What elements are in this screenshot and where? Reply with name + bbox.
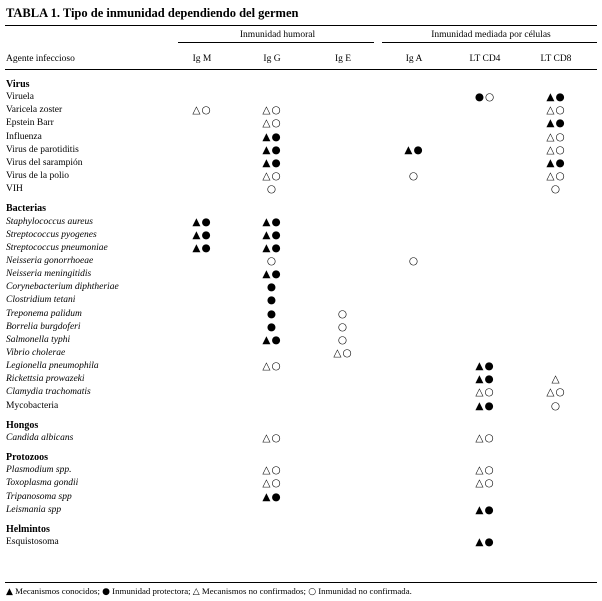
table-row [0,386,602,399]
table-row [0,334,602,347]
cell-igg-symbols: △○ [262,104,282,117]
cell-lt-cd4-symbols: ▲● [475,399,495,412]
table-row [0,373,602,386]
cell-igm-symbols: ▲● [192,215,212,228]
agent-name: Neisseria gonorrhoeae [6,255,94,266]
agent-name: Salmonella typhi [6,334,71,345]
cell-igg-symbols: △○ [262,431,282,444]
agent-name: Clamydia trachomatis [6,387,91,398]
column-header-igm: Ig M [192,54,212,64]
legend-symbol: ○ [308,587,317,597]
agent-name: Virus de la polio [6,171,70,182]
title-rule [5,25,597,26]
column-header-lt-cd8: LT CD8 [540,54,572,64]
cell-iga-symbols: ○ [408,254,420,267]
humoral-underline [178,42,374,43]
legend-text: Inmunidad no confirmada. [316,586,412,596]
section-heading: Virus [6,79,30,90]
cell-iga-symbols: ▲● [404,143,424,156]
legend-text: Mecanismos no confirmados; [199,586,309,596]
agent-name: Toxoplasma gondii [6,478,79,489]
column-header-lt-cd4: LT CD4 [469,54,501,64]
table-row [0,268,602,281]
agent-name: Varicela zoster [6,105,63,116]
cell-igg-symbols: ▲● [262,130,282,143]
section-heading: Helmintos [6,523,50,535]
cell-lt-cd8-symbols: ▲● [546,117,566,130]
agent-name: Virus de parotiditis [6,144,79,155]
cell-lt-cd8-symbols: △ [551,373,561,386]
table-row [0,131,602,144]
cell-igg-symbols: ○ [266,183,278,196]
agent-name: Staphylococcus aureus [6,216,93,227]
table-row [0,157,602,170]
table-row [0,432,602,445]
column-header-iga: Ig A [405,54,423,64]
table-row [0,183,602,196]
table-row [0,229,602,242]
agent-name: Neisseria meningitidis [6,269,92,280]
cell-lt-cd4-symbols: ▲● [475,360,495,373]
cell-igg-symbols: ▲● [262,241,282,254]
agent-name: Clostridium tetani [6,295,76,306]
section-heading: Protozoos [6,452,49,464]
cell-lt-cd8-symbols: △○ [546,143,566,156]
agent-name: Epstein Barr [6,118,54,129]
bottom-rule [5,582,597,583]
cell-lt-cd8-symbols: △○ [546,130,566,143]
agent-name: Leismania spp [6,504,62,515]
table-row [0,477,602,490]
agent-name: Influenza [6,131,42,142]
cell-lt-cd8-symbols: △○ [546,104,566,117]
cell-ige-symbols: △○ [333,347,353,359]
section-heading: Hongos [6,419,39,431]
cell-igg-symbols: ▲● [262,215,282,228]
cell-lt-cd4-symbols: △○ [475,386,495,399]
cell-lt-cd4-symbols: △○ [475,477,495,490]
cell-igg-symbols: △○ [262,117,282,130]
agent-name: Corynebacterium diphtheriae [6,282,119,293]
table-row [0,91,602,104]
cell-ige-symbols: ○ [337,307,349,320]
agent-name: Mycobacteria [6,400,59,411]
agent-name: Legionella pneumophila [6,361,99,372]
table-row [0,321,602,334]
cell-lt-cd8-symbols: ▲● [546,156,566,169]
agent-name: Plasmodium spp. [6,465,72,476]
table-row [0,464,602,477]
cell-lt-cd4-symbols: ●○ [474,91,496,104]
cell-lt-cd8-symbols: ▲● [546,91,566,104]
cell-igm-symbols: ▲● [192,228,212,241]
table-row [0,170,602,183]
header-rule [5,69,597,70]
cell-igg-symbols: ○ [266,254,278,267]
table-row [0,360,602,373]
column-header-agent: Agente infeccioso [6,54,75,64]
cell-lt-cd4-symbols: ▲● [475,503,495,516]
cell-igg-symbols: ▲● [262,268,282,281]
cell-igg-symbols: △○ [262,170,282,183]
legend-symbol: ▲ [6,587,13,597]
cell-igg-symbols: ● [266,294,278,307]
column-header-igg: Ig G [263,54,281,64]
cell-igg-symbols: ▲● [262,490,282,503]
agent-name: Esquistosoma [6,536,59,547]
legend-symbol: △ [192,587,200,597]
cell-lt-cd8-symbols: △○ [546,386,566,399]
column-header-ige: Ig E [334,54,352,64]
agent-name: Streptococcus pyogenes [6,229,97,240]
agent-name: Treponema palidum [6,308,82,319]
table-row [0,255,602,268]
agent-name: Rickettsia prowazeki [6,374,85,385]
cell-igg-symbols: ▲● [262,156,282,169]
legend-text: Inmunidad protectora; [109,586,193,596]
cell-iga-symbols: ○ [408,170,420,183]
cell-igg-symbols: ● [266,281,278,294]
cell-lt-cd4-symbols: ▲● [475,373,495,386]
cell-igg-symbols: ▲● [262,143,282,156]
cell-ige-symbols: ○ [337,320,349,333]
legend [6,586,412,597]
agent-name: Virus del sarampión [6,157,83,168]
table-row [0,117,602,130]
cell-lt-cd8-symbols: △○ [546,170,566,183]
table-row [0,504,602,517]
cell-ige-symbols: ○ [337,333,349,346]
cell-igg-symbols: △○ [262,477,282,490]
agent-name: Candida albicans [6,432,74,443]
table-row [0,536,602,549]
cell-lt-cd8-symbols: ○ [550,183,562,196]
agent-name: VIH [6,184,23,195]
cell-igm-symbols: △○ [192,104,212,117]
table-row [0,491,602,504]
cell-lt-cd4-symbols: ▲● [475,535,495,548]
legend-symbol: ● [102,587,110,597]
agent-name: Borrelia burgdoferi [6,321,81,332]
table-row [0,294,602,307]
cell-lt-cd4-symbols: △○ [475,464,495,477]
group-header-humoral: Inmunidad humoral [239,30,316,40]
table-row [0,104,602,117]
table-row [0,308,602,321]
agent-name: Tripanosoma spp [6,491,72,502]
table-row [0,242,602,255]
table-title: TABLA 1. Tipo de inmunidad dependiendo del germen [6,6,299,20]
cell-igg-symbols: ▲● [262,228,282,241]
table-row [0,347,602,360]
cell-igm-symbols: ▲● [192,241,212,254]
cell-igg-symbols: ● [266,307,278,320]
cell-igg-symbols: ● [266,320,278,333]
agent-name: Vibrio cholerae [6,348,66,358]
cell-igg-symbols: ▲● [262,333,282,346]
cell-igg-symbols: △○ [262,360,282,373]
section-heading: Bacterias [6,203,46,215]
table-row [0,400,602,413]
cell-igg-symbols: △○ [262,464,282,477]
cellular-underline [382,42,597,43]
legend-text: Mecanismos conocidos; [12,586,103,596]
cell-lt-cd4-symbols: △○ [475,431,495,444]
table-row [0,216,602,229]
group-header-cellular: Inmunidad mediada por células [431,30,551,40]
table-row [0,281,602,294]
table-row [0,144,602,157]
agent-name: Viruela [6,92,34,103]
agent-name: Streptococcus pneumoniae [6,242,108,253]
cell-lt-cd8-symbols: ○ [550,399,562,412]
